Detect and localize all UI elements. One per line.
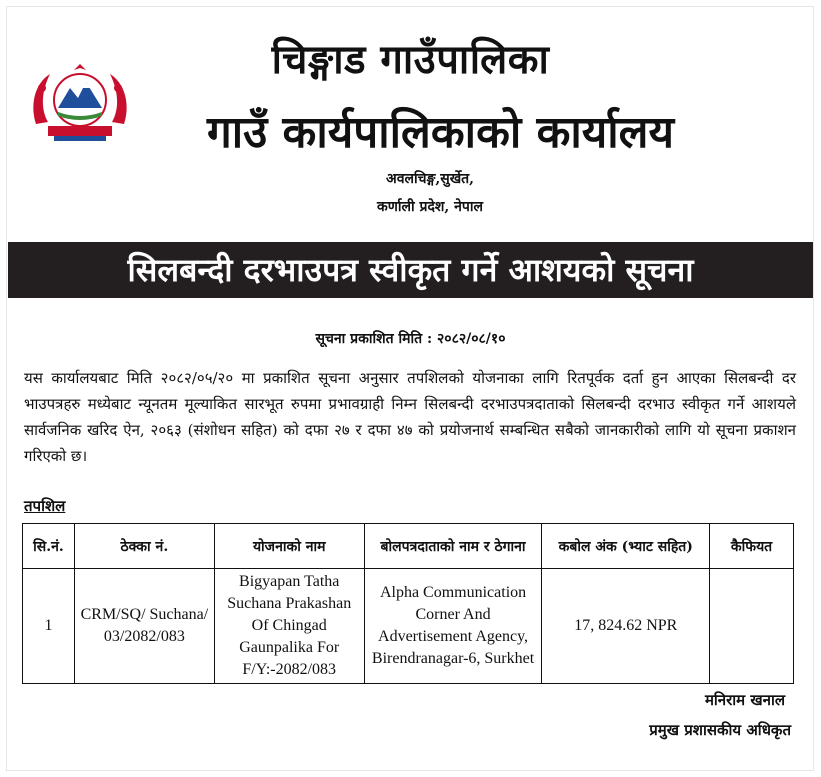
header-sn: सि.नं.	[23, 524, 75, 569]
signatory-designation: प्रमुख प्रशासकीय अधिकृत	[649, 721, 791, 739]
header-project-name: योजनाको नाम	[214, 524, 364, 569]
notice-banner: सिलबन्दी दरभाउपत्र स्वीकृत गर्ने आशयको सूचना	[8, 242, 813, 298]
published-date: सूचना प्रकाशित मिति : २०८२/०८/१०	[315, 331, 506, 347]
header-remarks: कैफियत	[710, 524, 794, 569]
cell-bidder: Alpha Communication Corner And Advertisement Agency, Birendranagar-6, Surkhet	[364, 569, 542, 684]
org-name: चिङ्गाड गाउँपालिका	[271, 36, 550, 83]
address-line-1: अवलचिङ्ग,सुर्खेत,	[386, 171, 474, 187]
office-name: गाउँ कार्यपालिकाको कार्यालय	[206, 107, 675, 158]
header-bidder: बोलपत्रदाताको नाम र ठेगाना	[364, 524, 542, 569]
cell-project-name: Bigyapan Tatha Suchana Prakashan Of Chingad Gaunpalika For F/Y:-2082/083	[214, 569, 364, 684]
table-row	[23, 569, 794, 684]
table-header-row	[23, 524, 794, 569]
cell-contract-no: CRM/SQ/ Suchana/ 03/2082/083	[74, 569, 214, 684]
address-line-2: कर्णाली प्रदेश, नेपाल	[377, 199, 483, 215]
signatory-name: मनिराम खनाल	[704, 691, 785, 709]
cell-amount: 17, 824.62 NPR	[542, 569, 710, 684]
details-label: तपशिल	[24, 497, 66, 515]
cell-remarks	[710, 569, 794, 684]
notice-body: यस कार्यालयबाट मिति २०८२/०५/२० मा प्रकाशित सूचना अनुसार तपशिलको योजनाका लागि रितपूर्वक दर्ता हुन आएका सिलबन्दी दर भाउपत्रहरु मध्येबाट न्यूनतम मूल्याकित सारभूत रुपमा प्रभावग्राही निम्न सिलबन्दी दरभाउपत्रदाताको सिलबन्दी दरभाउ स्वीकृत गर्ने आशयले सार्वजनिक खरिद ऐन, २०६३ (संशोधन सहित) को दफा २७ र दफा ४७ को प्रयोजनार्थ सम्बन्धित सबैको जानकारीको लागि यो सूचना प्रकाशन गरिएको छ।	[24, 369, 796, 465]
header-contract-no: ठेक्का नं.	[74, 524, 214, 569]
header-amount: कबोल अंक (भ्याट सहित)	[542, 524, 710, 569]
bid-table	[22, 523, 794, 684]
cell-sn: 1	[23, 569, 75, 684]
